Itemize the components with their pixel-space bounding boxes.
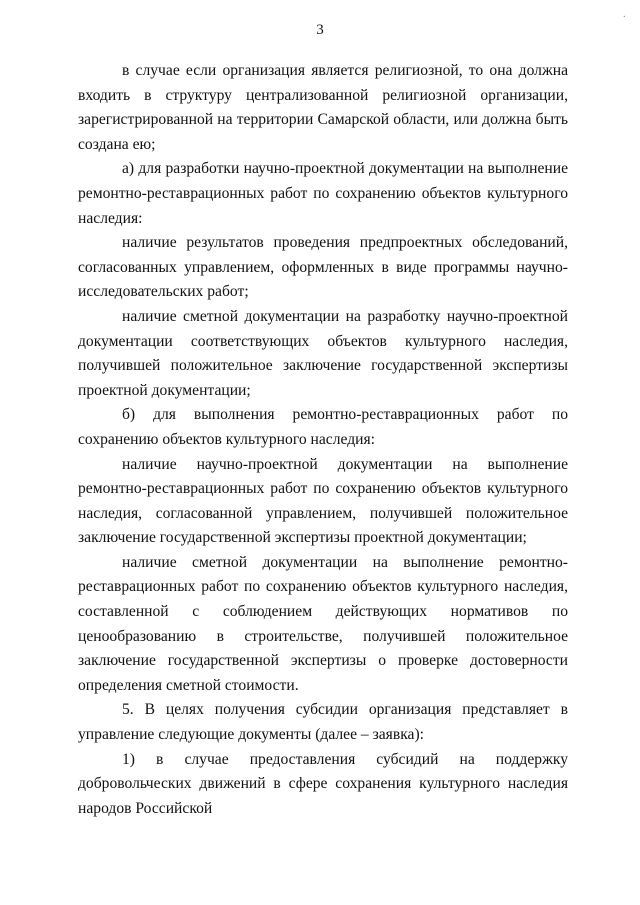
paragraph-section-5: 5. В целях получения субсидии организация представляет в управление следующие документы (далее – заявка): (78, 701, 568, 744)
page-number: 3 (316, 22, 324, 38)
paragraph-religious-organization: в случае если организация является религиозной, то она должна входить в структуру централизованной религиозной организации, зарегистрированной на территории Самарской области, или должна быть создана ею; (78, 62, 568, 153)
corner-mark: · (622, 12, 626, 23)
paragraph-preproject-surveys: наличие результатов проведения предпроектных обследований, согласованных управлением, оформленных в виде программы научно-исследовательских работ; (78, 234, 568, 301)
paragraph-estimate-design-docs: наличие сметной документации на разработку научно-проектной документации соответствующих объектов культурного наследия, получившей положительное заключение государственной экспертизы проектной документации; (78, 307, 568, 399)
document-body (78, 59, 568, 821)
paragraph-item-a: а) для разработки научно-проектной документации на выполнение ремонтно-реставрационных работ по сохранению объектов культурного наследия: (78, 160, 568, 227)
paragraph-item-b: б) для выполнения ремонтно-реставрационных работ по сохранению объектов культурного наследия: (78, 406, 568, 448)
paragraph-estimate-restoration-works: наличие сметной документации на выполнение ремонтно-реставрационных работ по сохранению объектов культурного наследия, составленной с соблюдением действующих нормативов по ценообразованию в строительстве, получившей положительное заключение государственной экспертизы о проверке достоверности определения сметной стоимости. (78, 553, 568, 694)
paragraph-item-1: 1) в случае предоставления субсидий на поддержку добровольческих движений в сфере сохранения культурного наследия народов Российской (78, 750, 568, 817)
paragraph-scientific-design-docs: наличие научно-проектной документации на выполнение ремонтно-реставрационных работ по сохранению объектов культурного наследия, согласованной управлением, получившей положительное заключение государственной экспертизы проектной документации; (78, 455, 568, 547)
